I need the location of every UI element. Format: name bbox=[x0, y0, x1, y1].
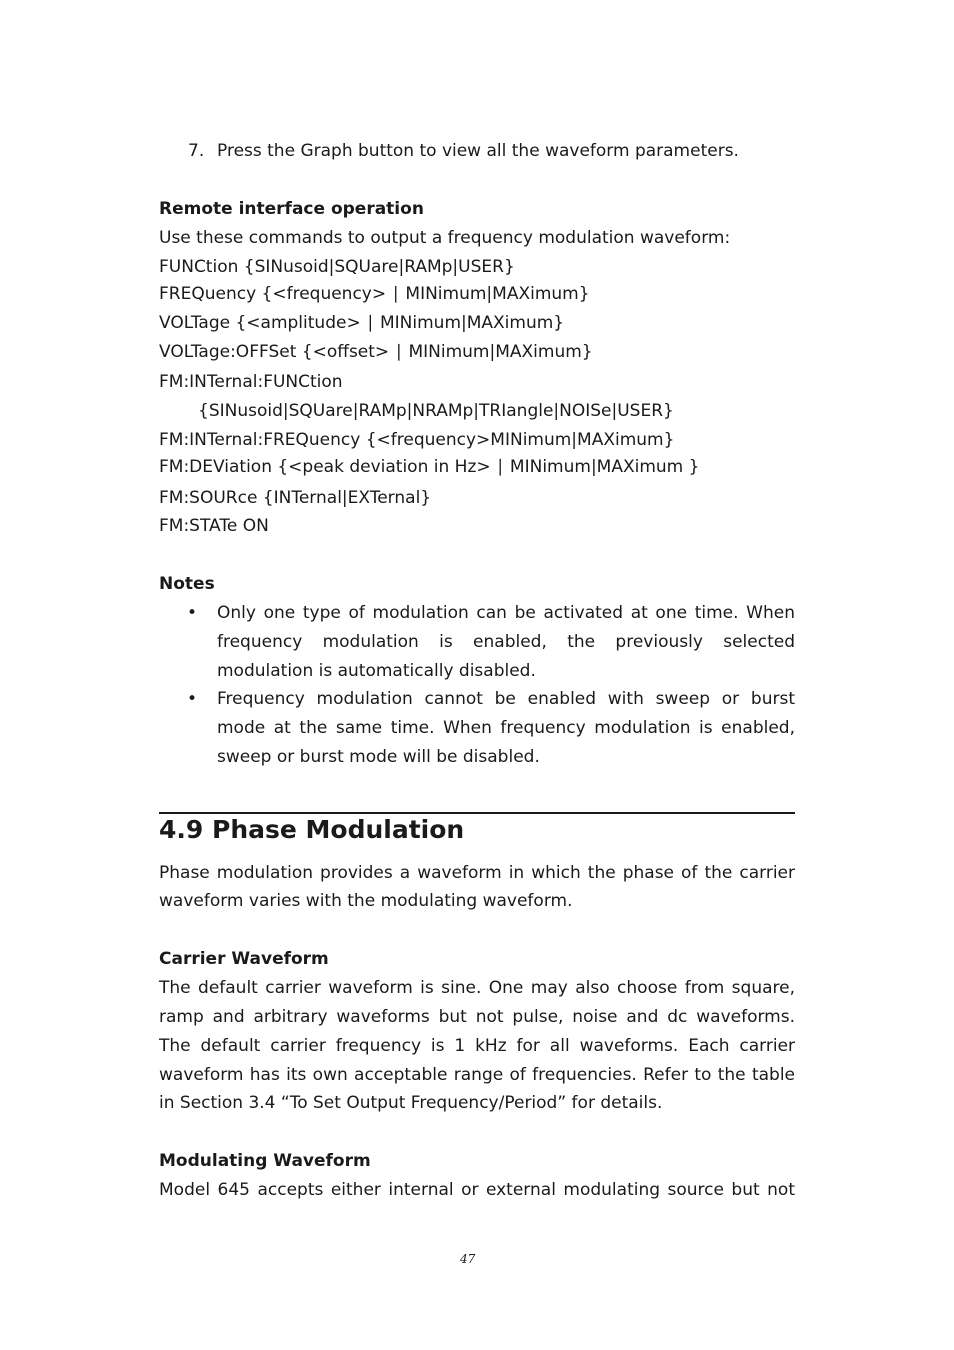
note-line: Frequency modulation cannot be enabled with sweep or burst bbox=[217, 689, 795, 709]
command-line: {SINusoid|SQUare|RAMp|NRAMp|TRIangle|NOISe|USER} bbox=[198, 401, 674, 421]
step-number: 7. bbox=[188, 141, 205, 161]
command-line: FREQuency {<frequency> ∣ MINimum|MAXimum} bbox=[159, 284, 590, 304]
modulating-line: Model 645 accepts either internal or external modulating source but not bbox=[159, 1180, 795, 1200]
command-line: FM:SOURce {INTernal|EXTernal} bbox=[159, 488, 432, 508]
section-para-line: Phase modulation provides a waveform in which the phase of the carrier bbox=[159, 863, 795, 883]
carrier-line: ramp and arbitrary waveforms but not pulse, noise and dc waveforms. bbox=[159, 1007, 795, 1027]
carrier-line: waveform has its own acceptable range of frequencies. Refer to the table bbox=[159, 1065, 795, 1085]
carrier-line: The default carrier frequency is 1 kHz for all waveforms. Each carrier bbox=[159, 1036, 795, 1056]
bullet-marker: • bbox=[187, 689, 198, 709]
command-line: VOLTage:OFFSet {<offset> ∣ MINimum|MAXimum} bbox=[159, 342, 593, 362]
remote-intro: Use these commands to output a frequency modulation waveform: bbox=[159, 228, 731, 248]
command-line: FUNCtion {SINusoid|SQUare|RAMp|USER} bbox=[159, 257, 515, 277]
note-line: sweep or burst mode will be disabled. bbox=[217, 747, 540, 767]
carrier-line: in Section 3.4 “To Set Output Frequency/Period” for details. bbox=[159, 1093, 663, 1113]
command-line: FM:INTernal:FUNCtion bbox=[159, 372, 343, 392]
note-line: frequency modulation is enabled, the previously selected bbox=[217, 632, 795, 652]
section-para-line: waveform varies with the modulating waveform. bbox=[159, 891, 573, 911]
note-line: modulation is automatically disabled. bbox=[217, 661, 536, 681]
section-title: 4.9 Phase Modulation bbox=[159, 815, 465, 844]
page-number: 47 bbox=[460, 1252, 476, 1266]
command-line: VOLTage {<amplitude> ∣ MINimum|MAXimum} bbox=[159, 313, 565, 333]
step-text: Press the Graph button to view all the waveform parameters. bbox=[217, 141, 739, 161]
remote-heading: Remote interface operation bbox=[159, 199, 424, 219]
notes-heading: Notes bbox=[159, 574, 215, 594]
note-line: mode at the same time. When frequency modulation is enabled, bbox=[217, 718, 795, 738]
modulating-heading: Modulating Waveform bbox=[159, 1151, 371, 1171]
command-line: FM:DEViation {<peak deviation in Hz> ∣ MINimum|MAXimum } bbox=[159, 457, 700, 477]
carrier-heading: Carrier Waveform bbox=[159, 949, 329, 969]
command-line: FM:STATe ON bbox=[159, 516, 269, 536]
carrier-line: The default carrier waveform is sine. One may also choose from square, bbox=[159, 978, 795, 998]
note-line: Only one type of modulation can be activated at one time. When bbox=[217, 603, 795, 623]
bullet-marker: • bbox=[187, 603, 198, 623]
command-line: FM:INTernal:FREQuency {<frequency>MINimum|MAXimum} bbox=[159, 430, 675, 450]
